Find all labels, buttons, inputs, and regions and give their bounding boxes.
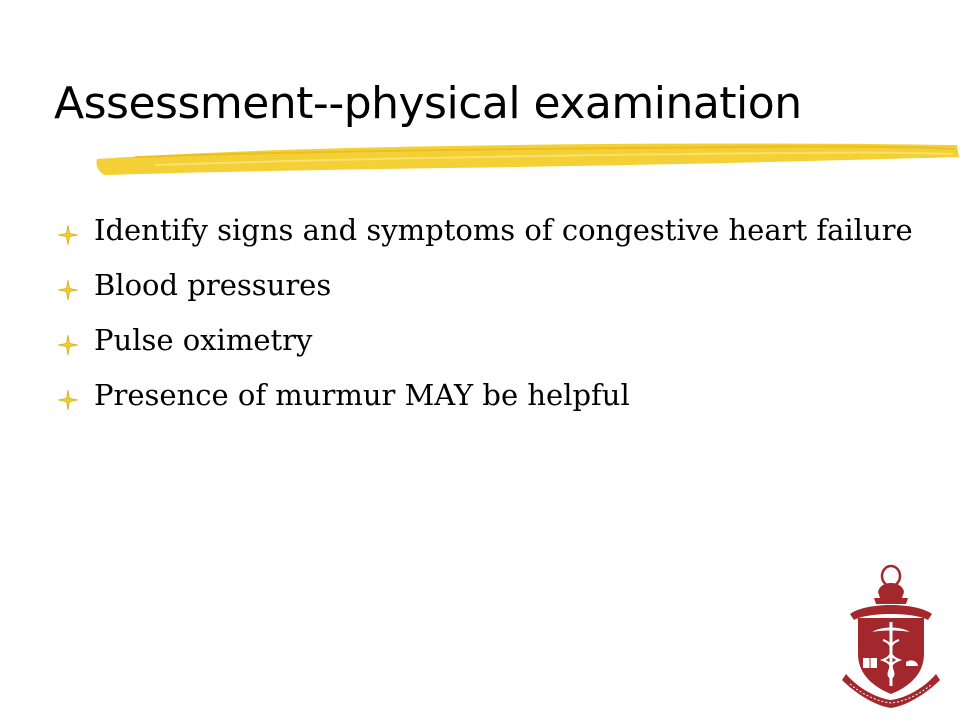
bullet-text: Blood pressures — [94, 268, 332, 302]
bullet-item — [58, 320, 918, 361]
bullet-item — [58, 265, 918, 306]
slide-title: Assessment--physical examination — [54, 78, 802, 129]
sparkle-bullet-icon — [58, 280, 78, 300]
sparkle-bullet-icon — [58, 335, 78, 355]
bullet-text: Identify signs and symptoms of congestive heart failure — [94, 213, 913, 247]
bullet-list — [58, 210, 918, 430]
bullet-item — [58, 210, 918, 251]
bullet-item — [58, 375, 918, 416]
medical-college-seal-icon — [836, 562, 946, 712]
bullet-text: Pulse oximetry — [94, 323, 313, 357]
sparkle-bullet-icon — [58, 225, 78, 245]
sparkle-bullet-icon — [58, 390, 78, 410]
title-brush-underline — [95, 135, 960, 180]
bullet-text: Presence of murmur MAY be helpful — [94, 378, 630, 412]
